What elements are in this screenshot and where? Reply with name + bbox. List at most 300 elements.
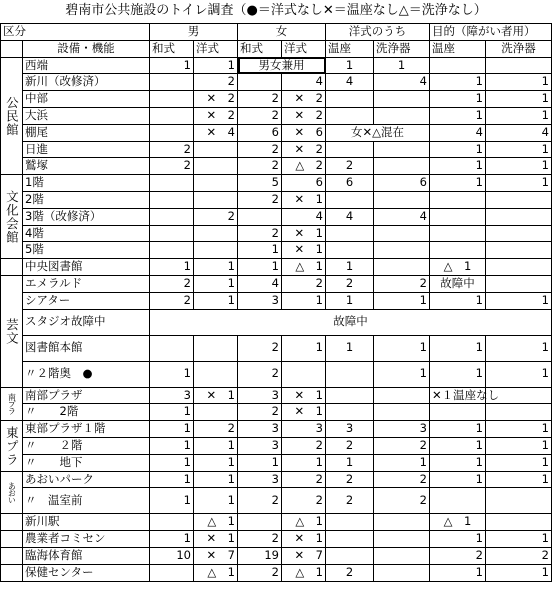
senjo-count[interactable] (374, 259, 430, 276)
facility-name[interactable]: 臨海体育館 (23, 547, 150, 564)
group-label[interactable] (1, 564, 23, 581)
men-yoshiki[interactable] (194, 158, 238, 175)
purpose-senjo[interactable] (486, 191, 552, 208)
facility-name[interactable]: 〃 ２階 (23, 437, 150, 454)
purpose-onza[interactable]: 1 (430, 361, 486, 387)
purpose-senjo[interactable]: 1 (486, 158, 552, 175)
senjo-count[interactable]: 4 (374, 74, 430, 91)
purpose-senjo[interactable]: 1 (486, 335, 552, 361)
women-yoshiki[interactable]: ✕ 1 (282, 225, 326, 242)
facility-name[interactable]: 東部プラザ１階 (23, 421, 150, 438)
purpose-onza[interactable]: 故障中 (430, 275, 486, 292)
women-yoshiki[interactable]: 2 (282, 275, 326, 292)
women-yoshiki[interactable]: 4 (282, 208, 326, 225)
header-kubun[interactable]: 区分 (1, 24, 150, 41)
purpose-onza[interactable]: 1 (430, 531, 486, 548)
women-washiki[interactable] (238, 74, 282, 91)
purpose-senjo[interactable] (486, 57, 552, 74)
header-western-of[interactable]: 洋式のうち (326, 24, 430, 41)
men-yoshiki[interactable]: ✕ 7 (194, 547, 238, 564)
men-yoshiki[interactable] (194, 191, 238, 208)
purpose-senjo[interactable]: 2 (486, 547, 552, 564)
purpose-senjo[interactable]: 1 (486, 454, 552, 471)
women-yoshiki[interactable] (282, 361, 326, 387)
senjo-count[interactable]: 4 (374, 208, 430, 225)
women-washiki[interactable]: 4 (238, 275, 282, 292)
table-row (1, 437, 552, 454)
purpose-onza[interactable] (430, 57, 486, 74)
women-washiki[interactable]: 1 (238, 242, 282, 259)
group-label[interactable] (1, 514, 23, 531)
purpose-onza[interactable]: 1 (430, 158, 486, 175)
facility-name[interactable]: 〃 2階 (23, 404, 150, 421)
men-washiki[interactable]: 1 (150, 57, 194, 74)
women-washiki[interactable]: 2 (238, 141, 282, 158)
women-yoshiki[interactable]: 2 (282, 437, 326, 454)
onza-count[interactable]: 2 (326, 437, 374, 454)
women-washiki[interactable]: 2 (238, 158, 282, 175)
table-row (1, 387, 552, 404)
men-washiki[interactable]: 1 (150, 471, 194, 488)
table-row (1, 292, 552, 309)
purpose-onza[interactable]: 1 (430, 471, 486, 488)
women-washiki[interactable]: 2 (238, 225, 282, 242)
women-yoshiki[interactable]: ✕ 2 (282, 91, 326, 108)
header-yo-men[interactable]: 洋式 (194, 40, 238, 57)
purpose-onza[interactable]: 1 (430, 454, 486, 471)
women-washiki[interactable]: 2 (238, 107, 282, 124)
onza-count[interactable] (326, 387, 374, 404)
merged-status-cell[interactable]: 故障中 (150, 309, 552, 335)
men-yoshiki[interactable]: ✕ 4 (194, 124, 238, 141)
purpose-senjo[interactable] (486, 488, 552, 514)
men-washiki[interactable] (150, 242, 194, 259)
women-washiki[interactable]: 2 (238, 91, 282, 108)
men-washiki[interactable]: 1 (150, 437, 194, 454)
purpose-onza[interactable]: 1 (430, 564, 486, 581)
men-yoshiki[interactable]: 2 (194, 74, 238, 91)
facility-name[interactable]: 中央図書館 (23, 259, 150, 276)
facility-name[interactable]: 3階（改修済） (23, 208, 150, 225)
facility-name[interactable]: 4階 (23, 225, 150, 242)
facility-name[interactable]: 5階 (23, 242, 150, 259)
header-men[interactable]: 男 (150, 24, 238, 41)
table-row (1, 531, 552, 548)
men-washiki[interactable]: 1 (150, 404, 194, 421)
men-yoshiki[interactable]: 2 (194, 421, 238, 438)
facility-name[interactable]: 大浜 (23, 107, 150, 124)
purpose-senjo[interactable]: 1 (486, 437, 552, 454)
senjo-count[interactable]: 3 (374, 421, 430, 438)
women-yoshiki[interactable]: ✕ 7 (282, 547, 326, 564)
purpose-onza[interactable]: △ 1 (430, 259, 486, 276)
women-washiki[interactable]: 2 (238, 335, 282, 361)
purpose-onza[interactable]: 1 (430, 175, 486, 192)
senjo-count[interactable]: 2 (374, 488, 430, 514)
group-label[interactable]: 文化会館 (1, 175, 23, 259)
senjo-count[interactable] (374, 547, 430, 564)
onza-count[interactable]: 4 (326, 208, 374, 225)
toilet-survey-table (0, 23, 552, 582)
men-washiki[interactable] (150, 208, 194, 225)
onza-senjo-merged[interactable]: 女✕△混在 (326, 124, 430, 141)
women-yoshiki[interactable]: △ 2 (282, 158, 326, 175)
purpose-onza[interactable]: 1 (430, 292, 486, 309)
onza-count[interactable] (326, 225, 374, 242)
women-washiki[interactable]: 2 (238, 564, 282, 581)
purpose-senjo[interactable] (486, 208, 552, 225)
men-yoshiki[interactable]: 1 (194, 471, 238, 488)
men-yoshiki[interactable] (194, 242, 238, 259)
senjo-count[interactable]: 2 (374, 275, 430, 292)
men-washiki[interactable]: 2 (150, 158, 194, 175)
purpose-senjo[interactable]: 1 (486, 141, 552, 158)
header-wa-women[interactable]: 和式 (238, 40, 282, 57)
header-row-1 (1, 24, 552, 41)
purpose-onza[interactable] (430, 191, 486, 208)
purpose-senjo[interactable]: 1 (486, 421, 552, 438)
purpose-onza[interactable]: 4 (430, 124, 486, 141)
group-label[interactable]: あおい (1, 471, 23, 514)
senjo-count[interactable] (374, 91, 430, 108)
purpose-senjo[interactable]: 1 (486, 361, 552, 387)
onza-count[interactable]: 1 (326, 259, 374, 276)
women-washiki[interactable]: 1 (238, 454, 282, 471)
facility-name[interactable]: 2階 (23, 191, 150, 208)
onza-count[interactable] (326, 191, 374, 208)
men-washiki[interactable]: 1 (150, 361, 194, 387)
women-yoshiki[interactable]: 3 (282, 421, 326, 438)
purpose-senjo[interactable]: 1 (486, 175, 552, 192)
men-washiki[interactable] (150, 514, 194, 531)
purpose-onza[interactable] (430, 242, 486, 259)
onza-count[interactable] (326, 531, 374, 548)
women-washiki[interactable] (238, 514, 282, 531)
women-washiki[interactable]: 19 (238, 547, 282, 564)
senjo-count[interactable] (374, 404, 430, 421)
women-yoshiki[interactable]: △ 1 (282, 259, 326, 276)
men-yoshiki[interactable]: ✕ 1 (194, 531, 238, 548)
men-washiki[interactable] (150, 191, 194, 208)
onza-count[interactable]: 2 (326, 471, 374, 488)
blank-cell[interactable] (1, 40, 23, 57)
men-yoshiki[interactable]: 1 (194, 437, 238, 454)
senjo-count[interactable]: 1 (374, 292, 430, 309)
women-washiki[interactable] (238, 208, 282, 225)
purpose-onza[interactable]: 2 (430, 547, 486, 564)
men-washiki[interactable]: 1 (150, 531, 194, 548)
group-label[interactable] (1, 259, 23, 276)
header-yo-women[interactable]: 洋式 (282, 40, 326, 57)
purpose-onza[interactable]: 1 (430, 107, 486, 124)
women-yoshiki[interactable]: △ 1 (282, 564, 326, 581)
purpose-senjo[interactable] (486, 404, 552, 421)
men-yoshiki[interactable]: 1 (194, 57, 238, 74)
header-row-2 (1, 40, 552, 57)
senjo-count[interactable]: 1 (374, 454, 430, 471)
men-washiki[interactable]: 1 (150, 488, 194, 514)
men-washiki[interactable]: 10 (150, 547, 194, 564)
men-yoshiki[interactable] (194, 141, 238, 158)
table-row (1, 57, 552, 74)
onza-count[interactable]: 4 (326, 74, 374, 91)
senjo-count[interactable] (374, 107, 430, 124)
senjo-count[interactable] (374, 531, 430, 548)
women-yoshiki[interactable]: 1 (282, 335, 326, 361)
table-row (1, 404, 552, 421)
onza-count[interactable]: 2 (326, 158, 374, 175)
group-label[interactable] (1, 547, 23, 564)
women-yoshiki[interactable]: △ 1 (282, 514, 326, 531)
men-washiki[interactable]: 2 (150, 141, 194, 158)
women-yoshiki[interactable]: 4 (282, 74, 326, 91)
group-label[interactable]: 南プラ (1, 387, 23, 421)
facility-name[interactable]: あおいパーク (23, 471, 150, 488)
facility-name[interactable]: 新川（改修済） (23, 74, 150, 91)
onza-count[interactable] (326, 514, 374, 531)
purpose-senjo[interactable] (486, 275, 552, 292)
purpose-onza[interactable]: 1 (430, 74, 486, 91)
men-yoshiki[interactable] (194, 404, 238, 421)
men-washiki[interactable]: 2 (150, 292, 194, 309)
onza-count[interactable] (326, 404, 374, 421)
women-washiki[interactable]: 2 (238, 404, 282, 421)
women-washiki[interactable]: 2 (238, 531, 282, 548)
men-yoshiki[interactable]: 1 (194, 259, 238, 276)
men-washiki[interactable]: 1 (150, 259, 194, 276)
header-wa-men[interactable]: 和式 (150, 40, 194, 57)
purpose-onza[interactable]: △ 1 (430, 514, 486, 531)
men-yoshiki[interactable]: △ 1 (194, 514, 238, 531)
women-washiki[interactable]: 2 (238, 191, 282, 208)
table-row (1, 335, 552, 361)
facility-name[interactable]: 日進 (23, 141, 150, 158)
table-row (1, 242, 552, 259)
purpose-senjo[interactable]: 4 (486, 124, 552, 141)
onza-count[interactable] (326, 107, 374, 124)
purpose-senjo[interactable] (486, 259, 552, 276)
senjo-count[interactable] (374, 242, 430, 259)
senjo-count[interactable] (374, 191, 430, 208)
men-yoshiki[interactable]: 1 (194, 275, 238, 292)
women-washiki[interactable]: 3 (238, 437, 282, 454)
purpose-onza[interactable] (430, 488, 486, 514)
men-yoshiki[interactable]: ✕ 2 (194, 91, 238, 108)
women-yoshiki[interactable]: ✕ 2 (282, 141, 326, 158)
purpose-onza[interactable] (430, 404, 486, 421)
senjo-count[interactable]: 2 (374, 437, 430, 454)
men-yoshiki[interactable]: 1 (194, 488, 238, 514)
facility-name[interactable]: 棚尾 (23, 124, 150, 141)
senjo-count[interactable]: 1 (374, 361, 430, 387)
facility-name[interactable]: 南部プラザ (23, 387, 150, 404)
men-yoshiki[interactable] (194, 335, 238, 361)
facility-name[interactable]: 保健センター (23, 564, 150, 581)
women-yoshiki[interactable]: ✕ 1 (282, 191, 326, 208)
men-yoshiki[interactable]: △ 1 (194, 564, 238, 581)
facility-name[interactable]: スタジオ故障中 (23, 309, 150, 335)
senjo-count[interactable]: 1 (374, 57, 430, 74)
onza-count[interactable] (326, 547, 374, 564)
women-washiki[interactable]: 3 (238, 421, 282, 438)
table-body (1, 24, 552, 582)
purpose-senjo[interactable]: 1 (486, 107, 552, 124)
onza-count[interactable]: 2 (326, 564, 374, 581)
men-washiki[interactable] (150, 107, 194, 124)
purpose-onza[interactable]: 1 (430, 421, 486, 438)
men-yoshiki[interactable] (194, 361, 238, 387)
women-washiki[interactable]: 2 (238, 361, 282, 387)
men-washiki[interactable] (150, 225, 194, 242)
onza-count[interactable]: 3 (326, 421, 374, 438)
table-row (1, 471, 552, 488)
women-yoshiki[interactable]: ✕ 1 (282, 404, 326, 421)
senjo-count[interactable] (374, 514, 430, 531)
women-yoshiki[interactable]: 1 (282, 292, 326, 309)
men-washiki[interactable]: 1 (150, 454, 194, 471)
purpose-onza[interactable] (430, 225, 486, 242)
onza-count[interactable]: 6 (326, 175, 374, 192)
facility-name[interactable]: 西端 (23, 57, 150, 74)
purpose-senjo[interactable]: 1 (486, 531, 552, 548)
purpose-senjo[interactable] (486, 225, 552, 242)
senjo-count[interactable] (374, 564, 430, 581)
facility-name[interactable]: 〃 温室前 (23, 488, 150, 514)
purpose-senjo[interactable]: 1 (486, 91, 552, 108)
purpose-senjo[interactable]: 1 (486, 74, 552, 91)
men-washiki[interactable] (150, 564, 194, 581)
purpose-senjo[interactable] (486, 514, 552, 531)
senjo-count[interactable] (374, 158, 430, 175)
women-yoshiki[interactable]: ✕ 2 (282, 107, 326, 124)
men-washiki[interactable]: 1 (150, 421, 194, 438)
table-row (1, 361, 552, 387)
table-row (1, 259, 552, 276)
men-washiki[interactable] (150, 74, 194, 91)
men-yoshiki[interactable] (194, 225, 238, 242)
senjo-count[interactable] (374, 387, 430, 404)
table-row (1, 564, 552, 581)
senjo-count[interactable] (374, 225, 430, 242)
purpose-onza[interactable]: 1 (430, 335, 486, 361)
women-yoshiki[interactable]: 6 (282, 175, 326, 192)
women-yoshiki[interactable]: 1 (282, 454, 326, 471)
women-yoshiki[interactable]: ✕ 1 (282, 387, 326, 404)
table-row (1, 107, 552, 124)
men-yoshiki[interactable] (194, 175, 238, 192)
purpose-senjo[interactable]: 1 (486, 564, 552, 581)
onza-count[interactable]: 1 (326, 454, 374, 471)
header-purpose[interactable]: 目的（障がい者用） (430, 24, 552, 41)
purpose-senjo[interactable]: 1 (486, 292, 552, 309)
onza-count[interactable] (326, 242, 374, 259)
facility-name[interactable]: 鷲塚 (23, 158, 150, 175)
group-label[interactable] (1, 531, 23, 548)
purpose-onza[interactable]: 1 (430, 91, 486, 108)
group-label[interactable]: 公民館 (1, 57, 23, 175)
men-washiki[interactable]: 3 (150, 387, 194, 404)
women-yoshiki[interactable]: 2 (282, 471, 326, 488)
women-yoshiki[interactable]: ✕ 6 (282, 124, 326, 141)
men-yoshiki[interactable]: 2 (194, 208, 238, 225)
senjo-count[interactable]: 2 (374, 471, 430, 488)
facility-name[interactable]: シアター (23, 292, 150, 309)
women-washiki[interactable]: 1 (238, 259, 282, 276)
purpose-senjo[interactable] (486, 242, 552, 259)
header-onza-purpose[interactable]: 温座 (430, 40, 486, 57)
table-row (1, 158, 552, 175)
women-washiki[interactable]: 2 (238, 488, 282, 514)
table-row (1, 275, 552, 292)
facility-name[interactable]: 〃 地下 (23, 454, 150, 471)
purpose-onza[interactable]: ✕１温座なし (430, 387, 486, 404)
men-yoshiki[interactable]: 1 (194, 292, 238, 309)
purpose-senjo[interactable]: 1 (486, 471, 552, 488)
onza-count[interactable]: 1 (326, 335, 374, 361)
onza-count[interactable] (326, 91, 374, 108)
facility-name[interactable]: 〃２階奥 ● (23, 361, 150, 387)
women-washiki[interactable]: 6 (238, 124, 282, 141)
onza-count[interactable]: 1 (326, 292, 374, 309)
header-senjo[interactable]: 洗浄器 (374, 40, 430, 57)
men-yoshiki[interactable]: ✕ 1 (194, 387, 238, 404)
facility-name[interactable]: エメラルド (23, 275, 150, 292)
table-row (1, 547, 552, 564)
table-row (1, 454, 552, 471)
purpose-onza[interactable] (430, 208, 486, 225)
header-onza[interactable]: 温座 (326, 40, 374, 57)
men-washiki[interactable]: 2 (150, 275, 194, 292)
facility-name[interactable]: 中部 (23, 91, 150, 108)
onza-count[interactable] (326, 141, 374, 158)
men-yoshiki[interactable]: ✕ 2 (194, 107, 238, 124)
group-label[interactable]: 東プラ (1, 421, 23, 471)
facility-name[interactable]: 図書館本館 (23, 335, 150, 361)
onza-count[interactable] (326, 361, 374, 387)
onza-count[interactable]: 2 (326, 488, 374, 514)
men-yoshiki[interactable]: 1 (194, 454, 238, 471)
header-women[interactable]: 女 (238, 24, 326, 41)
senjo-count[interactable] (374, 141, 430, 158)
men-washiki[interactable] (150, 91, 194, 108)
women-washiki[interactable]: 3 (238, 292, 282, 309)
men-washiki[interactable] (150, 124, 194, 141)
onza-count[interactable]: 1 (326, 57, 374, 74)
purpose-onza[interactable]: 1 (430, 437, 486, 454)
purpose-onza[interactable]: 1 (430, 141, 486, 158)
facility-name[interactable]: 新川駅 (23, 514, 150, 531)
women-yoshiki[interactable]: ✕ 1 (282, 242, 326, 259)
senjo-count[interactable]: 1 (374, 335, 430, 361)
unisex-cell[interactable]: 男女兼用 (238, 57, 326, 74)
men-washiki[interactable] (150, 335, 194, 361)
men-washiki[interactable] (150, 175, 194, 192)
table-row (1, 175, 552, 192)
women-washiki[interactable]: 3 (238, 387, 282, 404)
facility-name[interactable]: 農業者コミセン (23, 531, 150, 548)
senjo-count[interactable]: 6 (374, 175, 430, 192)
facility-name[interactable]: 1階 (23, 175, 150, 192)
table-row (1, 191, 552, 208)
onza-count[interactable]: 2 (326, 275, 374, 292)
women-washiki[interactable]: 3 (238, 471, 282, 488)
women-yoshiki[interactable]: 2 (282, 488, 326, 514)
group-label[interactable]: 芸文 (1, 275, 23, 387)
header-facility[interactable]: 設備・機能 (23, 40, 150, 57)
header-senjo-purpose[interactable]: 洗浄器 (486, 40, 552, 57)
women-yoshiki[interactable]: ✕ 1 (282, 531, 326, 548)
women-washiki[interactable]: 5 (238, 175, 282, 192)
